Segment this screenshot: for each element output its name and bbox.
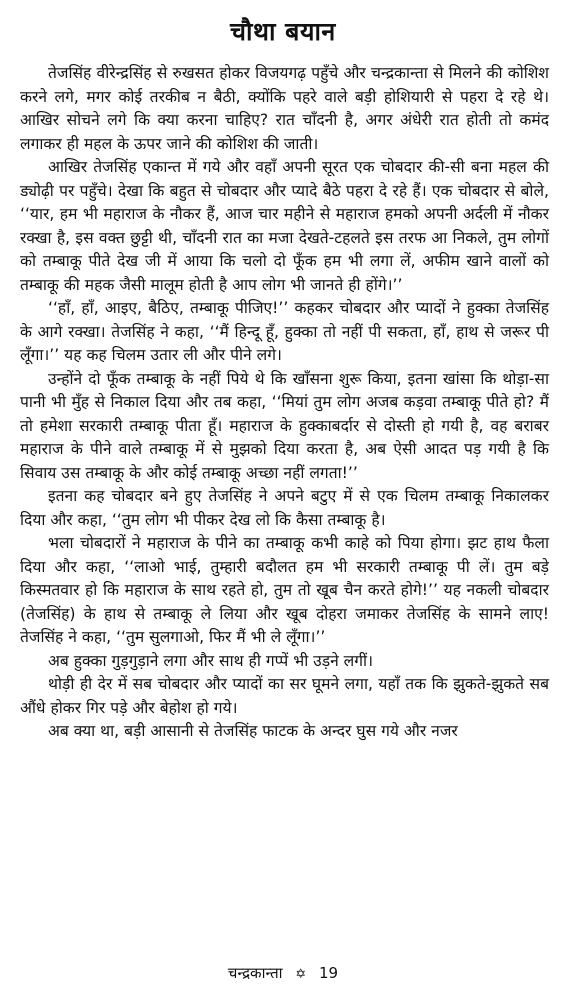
- paragraph: अब हुक्का गुड़गुड़ाने लगा और साथ ही गप्पें भी उड़ने लगीं।: [48, 651, 373, 670]
- chapter-body: [20, 62, 549, 744]
- page-footer: [0, 963, 566, 983]
- paragraph: थोड़ी ही देर में सब चोबदार और प्यादों का सर घूमने लगा, यहाँ तक कि झुकते-झुकते सब औंधे होकर गिर पड़े और बेहोश हो गये।: [20, 675, 549, 717]
- paragraph: ‘‘हाँ, हाँ, आइए, बैठिए, तम्बाकू पीजिए!’’ कहकर चोबदार और प्यादों ने हुक्का तेजसिंह के आगे रक्खा। तेजसिंह ने कहा, ‘‘मैं हिन्दू हूँ, हुक्का तो नहीं पी सकता, हाँ, हाथ से जरूर पी लूँगा।’’ यह कह चिलम उतार ली और पीने लगे।: [20, 299, 549, 364]
- page-number: 19: [318, 964, 339, 982]
- star-of-david-icon: ✡: [295, 967, 307, 982]
- chapter-title: चौथा बयान: [230, 17, 336, 46]
- paragraph: अब क्या था, बड़ी आसानी से तेजसिंह फाटक के अन्दर घुस गये और नजर: [48, 722, 458, 740]
- paragraph: भला चोबदारों ने महाराज के पीने का तम्बाकू कभी काहे को पिया होगा। झट हाथ फैला दिया और कहा, ‘‘लाओ भाई, तुम्हारी बदौलत हम भी सरकारी तम्बाकू पी लें। तुम बड़े किस्मतवार हो कि महाराज के साथ रहते हो, तुम तो खूब चैन करते होगे!’’ यह नकली चोबदार (तेजसिंह) के हाथ से तम्बाकू ले लिया और खूब दोहरा जमाकर तेजसिंह के सामने लाए! तेजसिंह ने कहा, ‘‘तुम सुलगाओ, फिर मैं भी ले लूँगा।’’: [20, 534, 549, 646]
- book-name: चन्द्रकान्ता: [227, 964, 283, 982]
- paragraph: आखिर तेजसिंह एकान्त में गये और वहाँ अपनी सूरत एक चोबदार की-सी बना महल की ड्योढ़ी पर पहुँचे। देखा कि बहुत से चोबदार और प्यादे बैठे पहरा दे रहे हैं। एक चोबदार से बोले, ‘‘यार, हम भी महाराज के नौकर हैं, आज चार महीने से महाराज हमको अपनी अर्दली में नौकर रक्खा है, इस वक्त छुट्टी थी, चाँदनी रात का मजा देखते-टहलते इस तरफ आ निकले, तुम लोगों को तम्बाकू पीते देख जी में आया कि चलो दो फूँक हम भी लगा लें, अफीम खाने वालों को तम्बाकू की महक जैसी मालूम होती है आप लोग भी जानते ही होंगे।’’: [20, 158, 549, 294]
- paragraph: तेजसिंह वीरेन्द्रसिंह से रुखसत होकर विजयगढ़ पहुँचे और चन्द्रकान्ता से मिलने की कोशिश करने लगे, मगर कोई तरकीब न बैठी, क्योंकि पहरे वाले बड़ी होशियारी से पहरा दे रहे थे। आखिर सोचने लगे कि क्या करना चाहिए? रात चाँदनी है, अगर अंधेरी रात होती तो कमंद लगाकर ही महल के ऊपर जाने की कोशिश की जाती।: [20, 64, 549, 153]
- paragraph: इतना कह चोबदार बने हुए तेजसिंह ने अपने बटुए में से एक चिलम तम्बाकू निकालकर दिया और कहा, ‘‘तुम लोग भी पीकर देख लो कि कैसा तम्बाकू है।: [20, 487, 549, 529]
- paragraph: उन्होंने दो फूँक तम्बाकू के नहीं पिये थे कि खाँसना शुरू किया, इतना खांसा कि थोड़ा-सा पानी भी मुँह से निकाल दिया और तब कहा, ‘‘मियां तुम लोग अजब कड़वा तम्बाकू पीते हो? मैं तो हमेशा सरकारी तम्बाकू पीता हूँ। महाराज के हुक्काबर्दार से दोस्ती हो गयी है, वह बराबर महाराज के पीने वाले तम्बाकू में से मुझको दिया करता है, अब ऐसी आदत पड़ गयी है कि सिवाय उस तम्बाकू के और कोई तम्बाकू अच्छा नहीं लगता!’’: [20, 369, 549, 482]
